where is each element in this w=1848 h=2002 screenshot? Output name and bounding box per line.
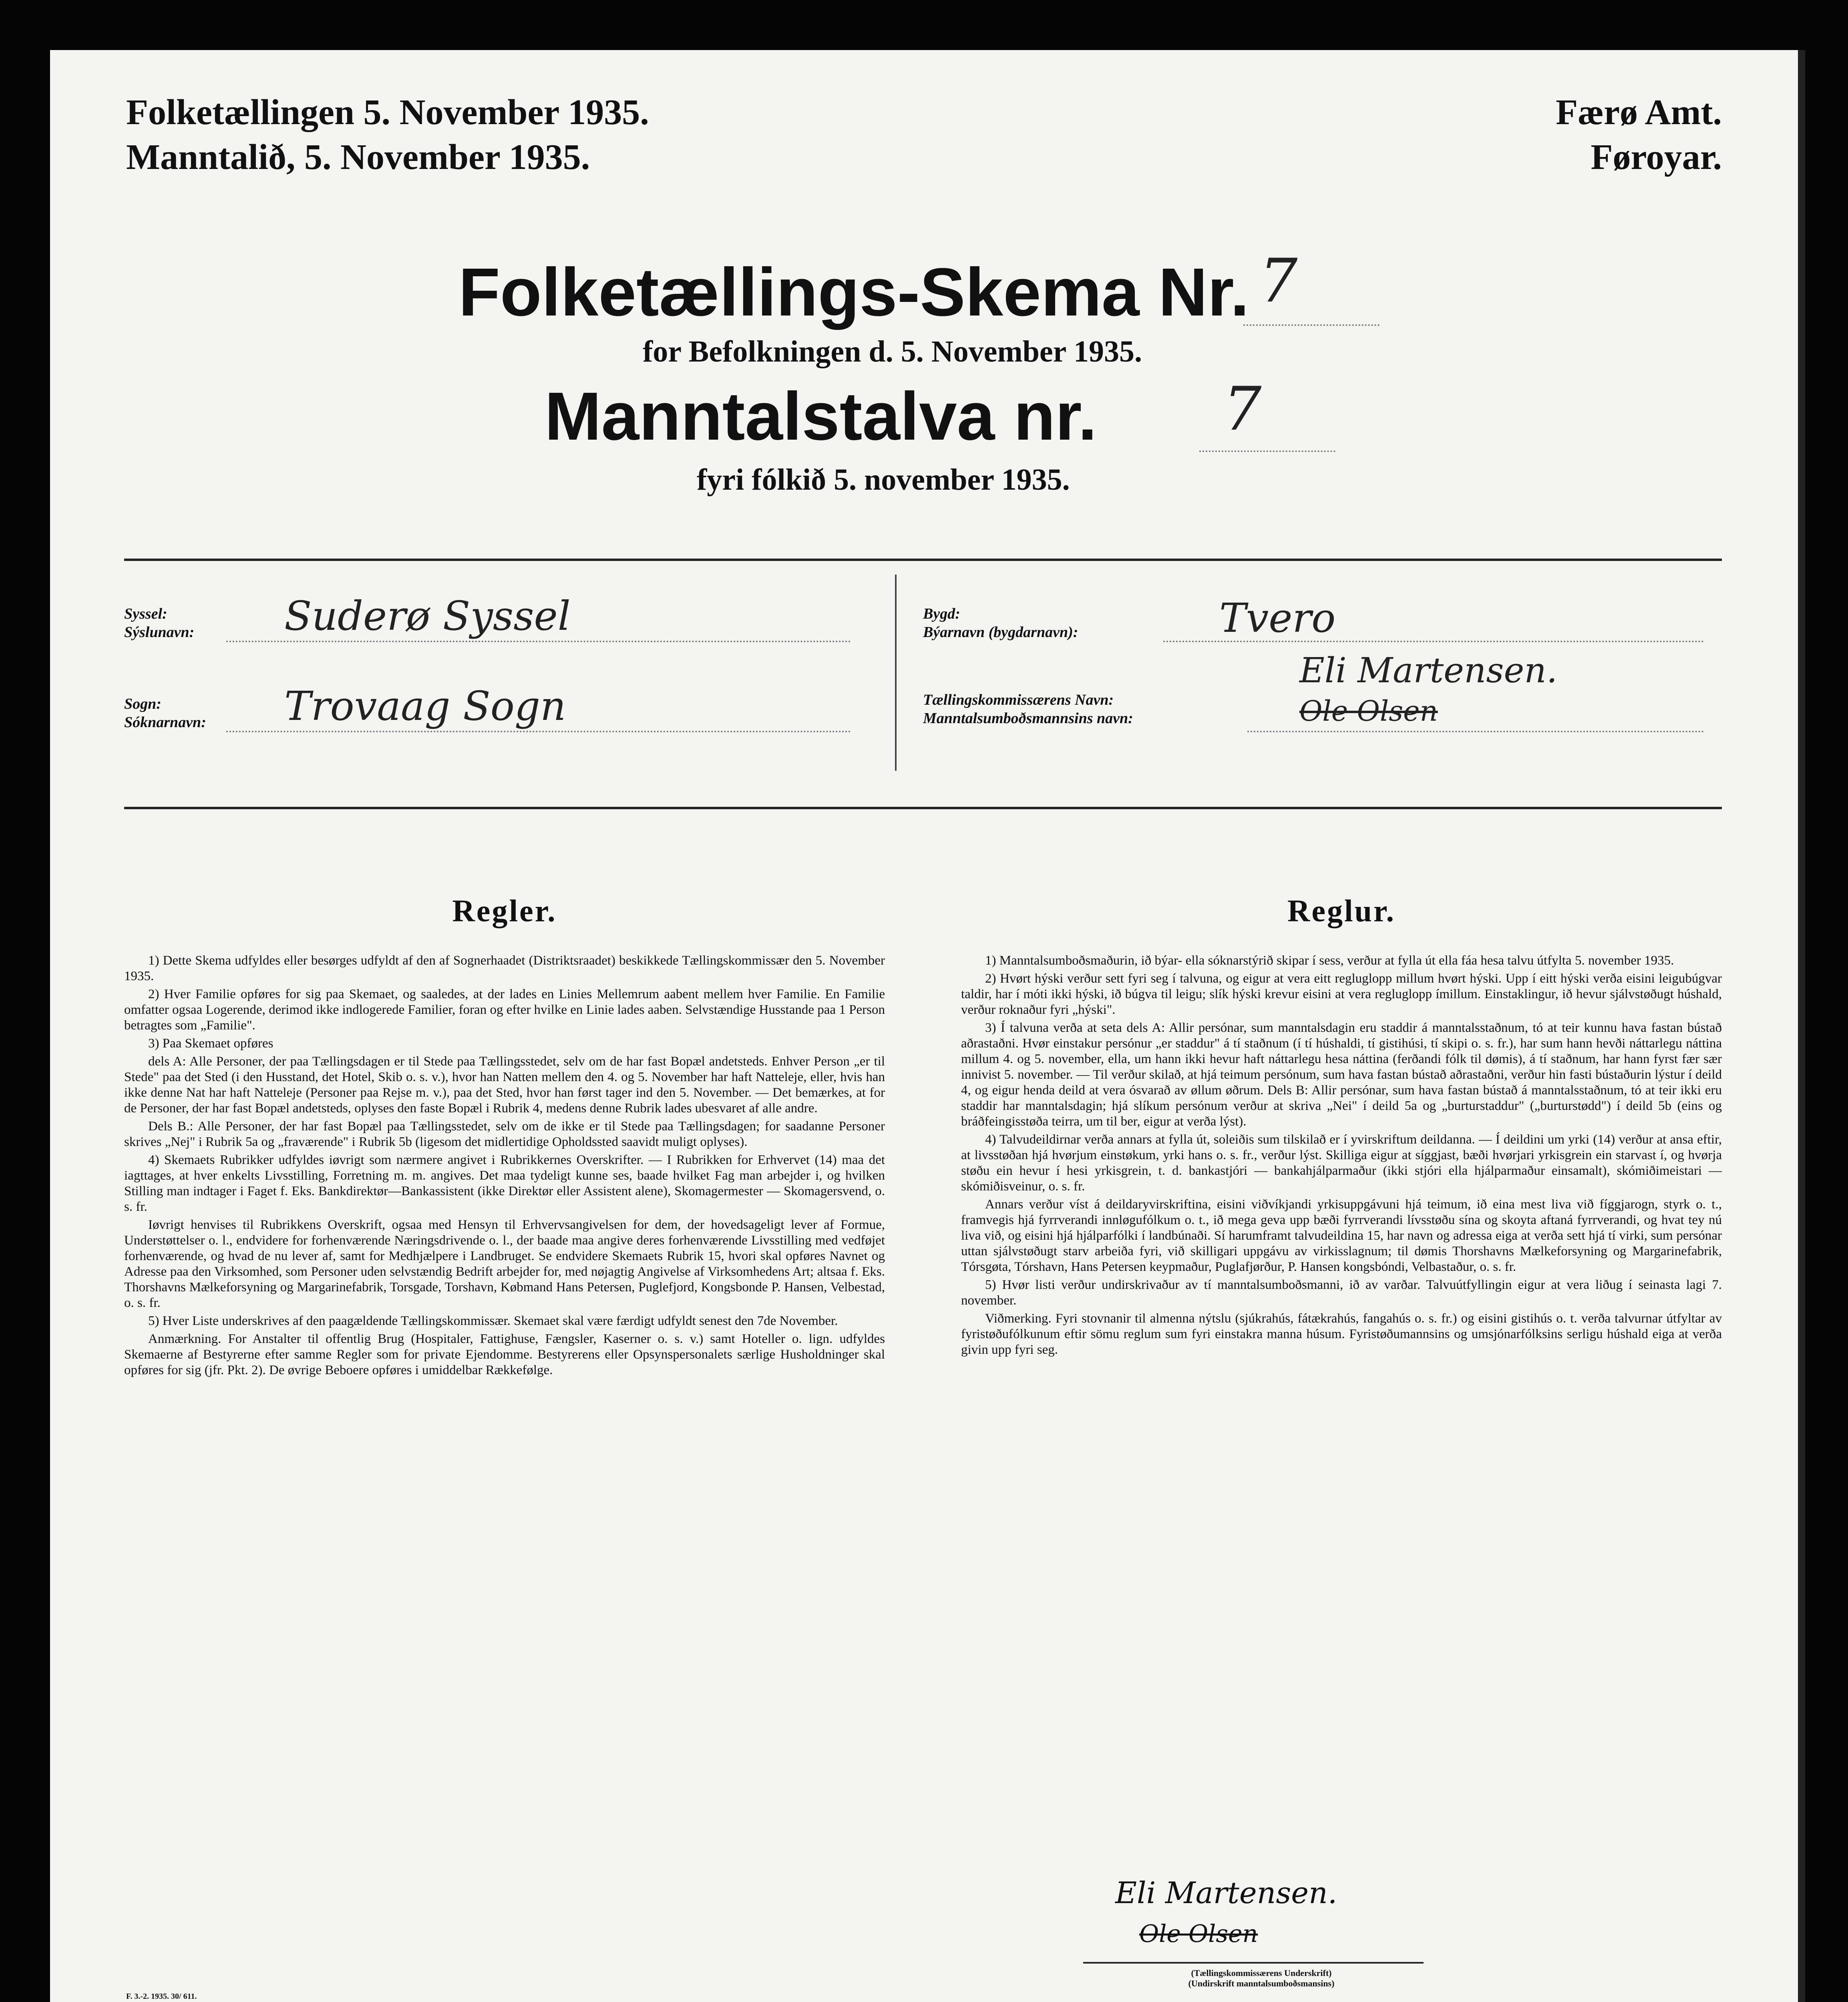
kommissaer-label-danish: Tællingskommissærens Navn: [923,691,1114,708]
signature-line [1083,1962,1424,1964]
sogn-label-faroese: Sóknarnavn: [124,714,206,731]
rules-faroese-para: 5) Hvør listi verður undirskrivaður av tí manntalsumboðsmanni, ið av varðar. Talvuútfyllingin eigur at vera liðug í seinasta lagi 7. november. [961,1278,1722,1308]
form-number-faroese-line [1199,450,1335,452]
form-number-danish: 7 [1259,246,1298,316]
kommissaer-label [923,691,1133,728]
syssel-line [226,641,851,642]
section-top-rule [124,559,1722,561]
form-number-danish-line [1243,324,1379,326]
kommissaer-struck-name: Ole Olsen [1299,695,1438,728]
syssel-label-faroese: Sýslunavn: [124,624,195,641]
sogn-label [124,695,206,732]
syssel-label [124,605,194,641]
form-title-danish: Folketællings-Skema Nr. [458,254,1249,330]
rules-faroese-heading: Reglur. [1287,893,1396,928]
signature-caption-faroese: (Undirskrift manntalsumboðsmansins) [1188,1978,1335,1988]
rules-danish-para: 2) Hver Familie opføres for sig paa Skemaet, og saaledes, at der lades en Linies Mellemrum aabent mellem hver Familie. En Familie omfatter ogsaa Logerende, derimod ikke indlogerede Familier, foran og efter hvilke en Linie lades aaben. Selvstændige Husstande paa 1 Person betragtes som „Familie". [124,987,885,1033]
header-right [1556,90,1722,180]
header-left [126,90,649,180]
kommissaer-line [1247,731,1704,732]
rules-faroese [961,893,1722,1360]
form-subtitle-faroese: fyri fólkið 5. november 1935. [697,463,1070,496]
rules-faroese-para: 1) Manntalsumboðsmaðurin, ið býar- ella sóknarstýrið skipar í sess, verður at fylla út ella fáa hesa talvu útfylta 5. november 1935. [985,953,1674,968]
rules-danish-para: Dels B.: Alle Personer, der har fast Bopæl paa Tællingsstedet, selv om de ikke er til Stede paa Tællingsdagen; for saadanne Personer skrives „Nej" i Rubrik 5a og „fraværende" i Rubrik 5b (ligesom det midlertidige Opholdssted saavidt muligt oplyses). [124,1119,885,1149]
rules-danish-para: Iøvrigt henvises til Rubrikkens Overskrift, ogsaa med Hensyn til Erhvervsangivelsen for dem, der hovedsageligt lever af Formue, Understøttelser o. l., endvidere for forhenværende Næringsdrivende o. l., der baade maa angive deres forhenværende Livsstilling med vedføjet forhenværende, og hvad de nu lever af, samt for Medhjælpere i Landbruget. Se endvidere Skemaets Rubrik 15, hvori skal opføres Navnet og Adresse paa den Virksomhed, som Personer uden selvstændig Bedrift arbejder for, med nøjagtig Angivelse af Virksomhedens Art; altsaa f. Eks. Thorshavns Mælkeforsyning og Margarinefabrik, Torsgade, Torshavn, Købmand Hans Petersen, Puglefjord, Kongsbonde P. Hansen, Velbestad, o. s. fr. [124,1218,885,1310]
rules-danish-para: 3) Paa Skemaet opføres [148,1036,273,1051]
sogn-label-danish: Sogn: [124,695,161,712]
form-title-faroese: Manntalstalva nr. [545,378,1097,454]
form-subtitle-danish: for Befolkningen d. 5. November 1935. [643,335,1142,368]
rules-danish [124,893,885,1381]
rules-danish-para: 5) Hver Liste underskrives af den paagældende Tællingskommissær. Skemaet skal være færdigt udfyldt senest den 7de November. [148,1314,838,1328]
rules-danish-para: 4) Skemaets Rubrikker udfyldes iøvrigt som nærmere angivet i Rubrikkernes Overskrifter. — I Rubrikken for Erhvervet (14) maa det iagttages, at hver enkelts Livsstilling, Forretning m. m. angives. Det maa tydeligt kunne ses, baade hvilket Fag man arbejder i, og hvilken Stilling man indtager i Faget f. Eks. Bankdirektør—Bankassistent (ikke Direktør eller Assistent alene), Skomagermester — Skomagersvend, o. s. fr. [124,1153,885,1214]
census-form-page [50,50,1805,2002]
header-left-line2: Manntalið, 5. November 1935. [126,137,590,177]
rules-danish-para: dels A: Alle Personer, der paa Tællingsdagen er til Stede paa Tællingsstedet, selv om de har fast Bopæl andetsteds. Enhver Person „er til Stede" paa det Sted (i den Husstand, det Hotel, Skib o. s. v.), hvor han Natten mellem den 4. og 5. November har haft Natteleje, eller, hvis han ikke denne Nat har haft Natteleje (Personer paa Rejse m. v.), paa det Sted, hvor han først tager ind den 5. November. — Det bemærkes, at for de Personer, der har fast Bopæl andetsteds, oplyses den faste Bopæl i Rubrik 4, medens denne Rubrik lades ubesvaret af alle andre. [124,1054,885,1116]
form-number-faroese: 7 [1223,374,1262,444]
bygd-label [923,605,1078,641]
signature-caption [1091,1968,1432,1989]
section-bottom-rule [124,807,1722,809]
rules-faroese-para: Viðmerking. Fyri stovnanir til almenna nýtslu (sjúkrahús, fátækrahús, fangahús o. s. fr.) og eisini gistihús o. t. verða talvurnar útfyltar av fyristøðufólkunum eftir sömu reglum sum fyri einstakra manna húsum. Fyristøðumannsins og umsjónarfólksins serligu húshald eiga at verða givin upp fyri seg. [961,1311,1722,1357]
syssel-value: Suderø Syssel [284,593,571,639]
bygd-line [1163,641,1704,642]
signature-name: Eli Martensen. [1115,1876,1337,1910]
sogn-line [226,731,851,732]
rules-faroese-para: Annars verður víst á deildaryvirskriftina, eisini viðvíkjandi yrkisuppgávuni hjá teimum, ið eina mest liva við fíggjarogn, styrk o. t., framvegis hjá fyrrverandi innløgufólkum o. t., ið mega geva upp bæði fyrrverandi lívsstøðu sína og skoyta aftaná fyrrverandi, og hvat tey nú liva við, og eisini hjá hjálparfólki í landbúnaði. Sí harumframt talvudeildina 15, har navn og adressa eiga at verða sett hjá tí virki, sum persónar uttan sjálvstøðugt starv arbeiða fyri, við skilligari uppgávu av virkisslagnum; til dømis Thorshavns Mælkeforsyning og Margarinefabrik, Tórsgøta, Tórshavn, Hans Petersen keypmaður, Puglafjørður, P. Hansen kongsbóndi, Velbastaður, o. s. fr. [961,1197,1722,1274]
signature-struck-name: Ole Olsen [1139,1920,1258,1948]
signature-caption-danish: (Tællingskommissærens Underskrift) [1191,1968,1332,1978]
bygd-value: Tvero [1219,595,1336,641]
kommissaer-label-faroese: Manntalsumboðsmannsins navn: [923,710,1133,727]
sogn-value: Trovaag Sogn [284,683,566,730]
rules-faroese-para: 2) Hvørt hýski verður sett fyri seg í talvuna, og eigur at vera eitt regluglopp millum hvørt hýski. Upp í eitt hýski verða eisini leigubúgvar taldir, har í móti ikki hýski, ið búgva til leigu; slík hýski krevur eisini at vera regluglopp ímillum. Einstaklingur, ið hevur sjálvstøðugt húshald, verður roknaður fyri „hýski". [961,971,1722,1017]
kommissaer-value: Eli Martensen. [1299,651,1558,691]
rules-danish-para: 1) Dette Skema udfyldes eller besørges udfyldt af den af Sognerhaadet (Distriktsraadet) beskikkede Tællingskommissær den 5. November 1935. [124,953,885,983]
header-right-line2: Føroyar. [1591,137,1722,177]
header-left-line1: Folketællingen 5. November 1935. [126,92,649,132]
bygd-label-faroese: Býarnavn (bygdarnavn): [923,624,1078,641]
rules-faroese-para: 3) Í talvuna verða at seta dels A: Allir persónar, sum manntalsdagin eru staddir á manntalsstaðnum, tó at teir kunnu hava fastan bústað aðrastaðni. Hvør einstakur persónur „er staddur" á tí staðnum (í tí húshaldi, tí gistihúsi, tí skipi o. s. fr.), har sum hann hevði náttarlegu náttina millum 4. og 5. november, ella, um hann ikki hevur haft náttarlegu hesa náttina (ferðandi fólk til dømis), á tí staðnum, har hann fyrst fær sær innivist 5. november. — Til verður skilað, at hjá teimum persónum, sum hava fastan bústað aðrastaðni, verður hin fasti bústaðurin lýstur í deild 4, og eigur henda deild at vera ósvarað av øllum øðrum. Dels B: Allir persónar, sum hava fastan bústað á manntalsstaðnum, tó at teir ikki eru staddir har manntalsdagin; hjá slíkum persónum verður at skriva „Nei" í deild 5a og „burturstaddur" („burturstødd") í deild 5b (eins og bráðfeingisstøða teirra, um til ber, eigur at verða lýst). [961,1021,1722,1129]
print-code: F. 3.-2. 1935. 30/ 611. [126,1992,197,2001]
rules-danish-heading: Regler. [452,893,557,928]
header-right-line1: Færø Amt. [1556,92,1722,132]
syssel-label-danish: Syssel: [124,605,167,622]
field-divider [895,575,897,771]
rules-danish-para: Anmærkning. For Anstalter til offentlig Brug (Hospitaler, Fattighuse, Fængsler, Kaserner o. s. v.) samt Hoteller o. lign. udfyldes Skemaerne af Bestyrerne efter samme Regler som for private Ejendomme. Bestyrerens eller Opsynspersonalets særlige Husholdninger skal opføres for sig (jfr. Pkt. 2). De øvrige Beboere opføres i umiddelbar Rækkefølge. [124,1332,885,1377]
bygd-label-danish: Bygd: [923,605,960,622]
rules-faroese-para: 4) Talvudeildirnar verða annars at fylla út, soleiðis sum tilskilað er í yvirskriftum deildanna. — Í deildini um yrki (14) verður at ansa eftir, at livsstøðan hjá hvørjum einstøkum, yrki hans o. s. fr., verður lýst. Skilliga eigur at síggjast, bæði hvørjari yrkisgrein ein starvast í, og hvørja støðu ein hevur í hesi yrkisgrein, t. d. bankastjóri — bankahjálparmaður (ikki stjóri ella hjálparmaður einsamalt), skómiðimeistari — skómiðisveinur, o. s. fr. [961,1132,1722,1194]
